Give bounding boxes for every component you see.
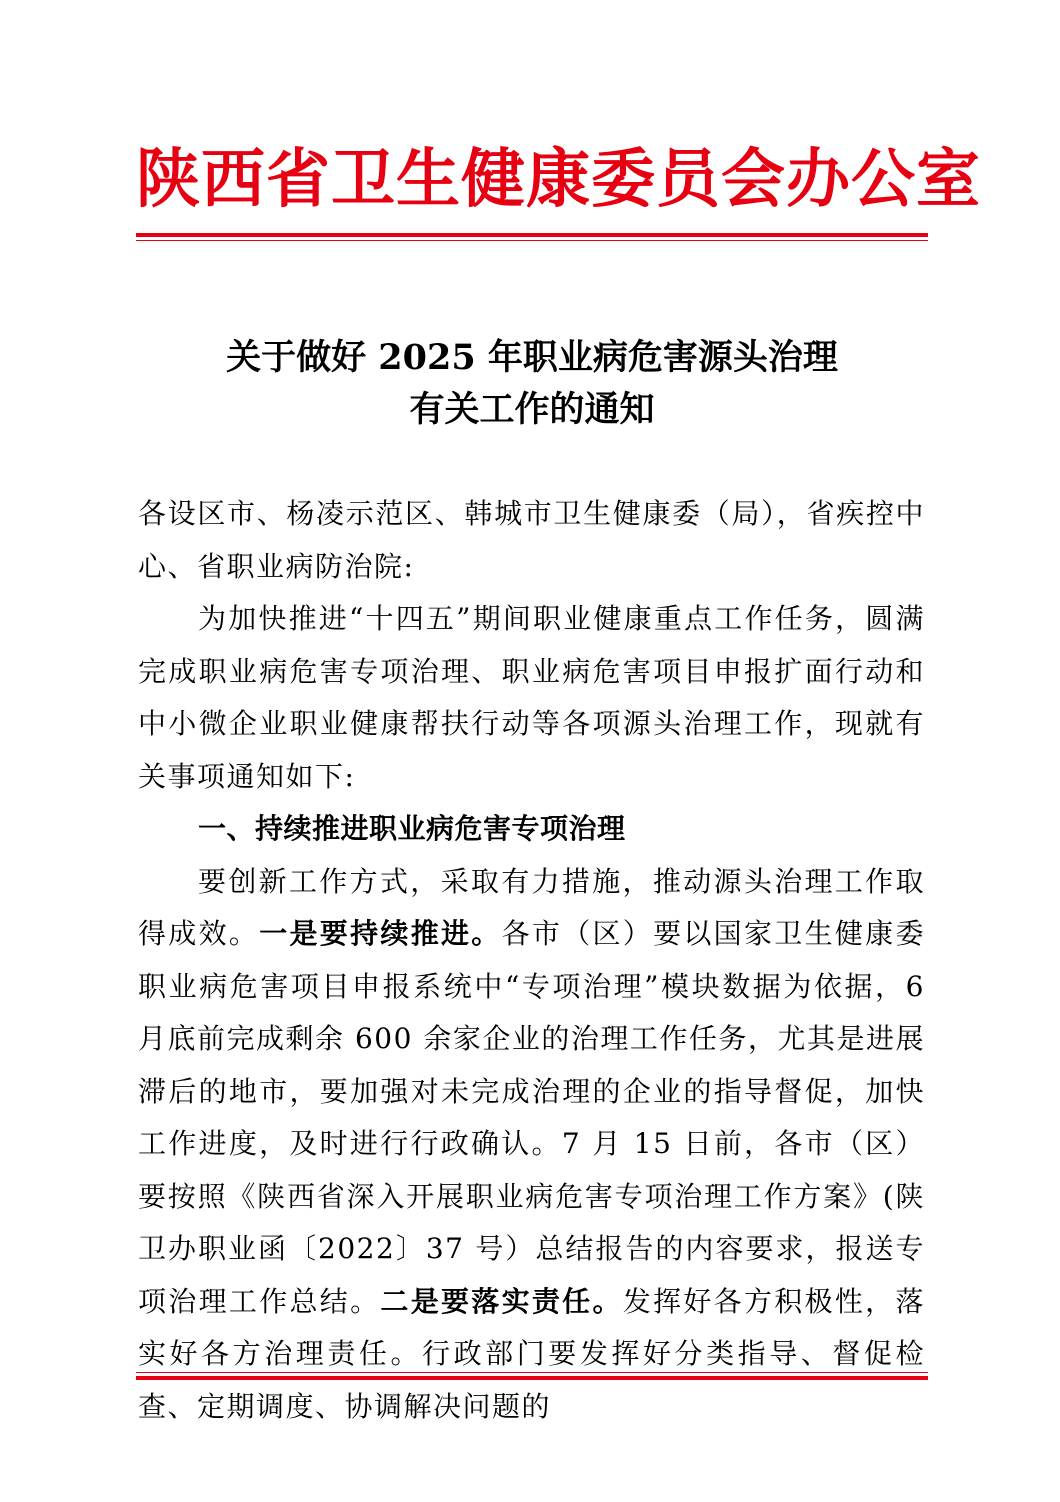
recipients-paragraph: 各设区市、杨凌示范区、韩城市卫生健康委（局），省疾控中心、省职业病防治院:	[138, 497, 925, 583]
footer-rule-thick	[136, 1376, 928, 1380]
document-title-line-2: 有关工作的通知	[409, 389, 655, 430]
footer-rule-thin	[136, 1372, 928, 1373]
point-2-text: 发挥好各方积极性，落实好各方治理责任。行政部门要发挥好分类指导、督促检查、定期调度、协调解决问题的	[138, 1284, 925, 1423]
masthead-rule-thin	[136, 240, 928, 241]
point-1-label: 一是要持续推进。	[259, 917, 502, 950]
masthead-rule-thick	[136, 233, 928, 237]
section-1-lead: 要创新工作方式，采取有力措施，推动源头治理工作取得成效。	[138, 864, 925, 950]
document-body	[138, 488, 925, 1433]
document-title-line-1: 关于做好 2025 年职业病危害源头治理	[226, 337, 838, 378]
issuer-masthead: 陕西省卫生健康委员会办公室	[136, 142, 981, 217]
point-2-label: 二是要落实责任。	[380, 1284, 623, 1318]
point-1-text: 各市（区）要以国家卫生健康委职业病危害项目申报系统中“专项治理”模块数据为依据，6 月底前完成剩余 600 余家企业的治理工作任务，尤其是进展滞后的地市，要加强对未完成治理的企业的指导督促，加快工作进度，及时进行行政确认。7 月 15 日前，各市（区）要按照《陕西省深入开展职业病危害专项治理工作方案》(陕卫办职业函〔2022〕37 号）总结报告的内容要求，报送专项治理工作总结。	[138, 917, 925, 1318]
intro-paragraph: 为加快推进“十四五”期间职业健康重点工作任务，圆满完成职业病危害专项治理、职业病危害项目申报扩面行动和中小微企业职业健康帮扶行动等各项源头治理工作，现就有关事项通知如下:	[138, 602, 925, 793]
section-1-heading: 一、持续推进职业病危害专项治理	[198, 812, 626, 845]
section-1-paragraph	[138, 856, 925, 1434]
